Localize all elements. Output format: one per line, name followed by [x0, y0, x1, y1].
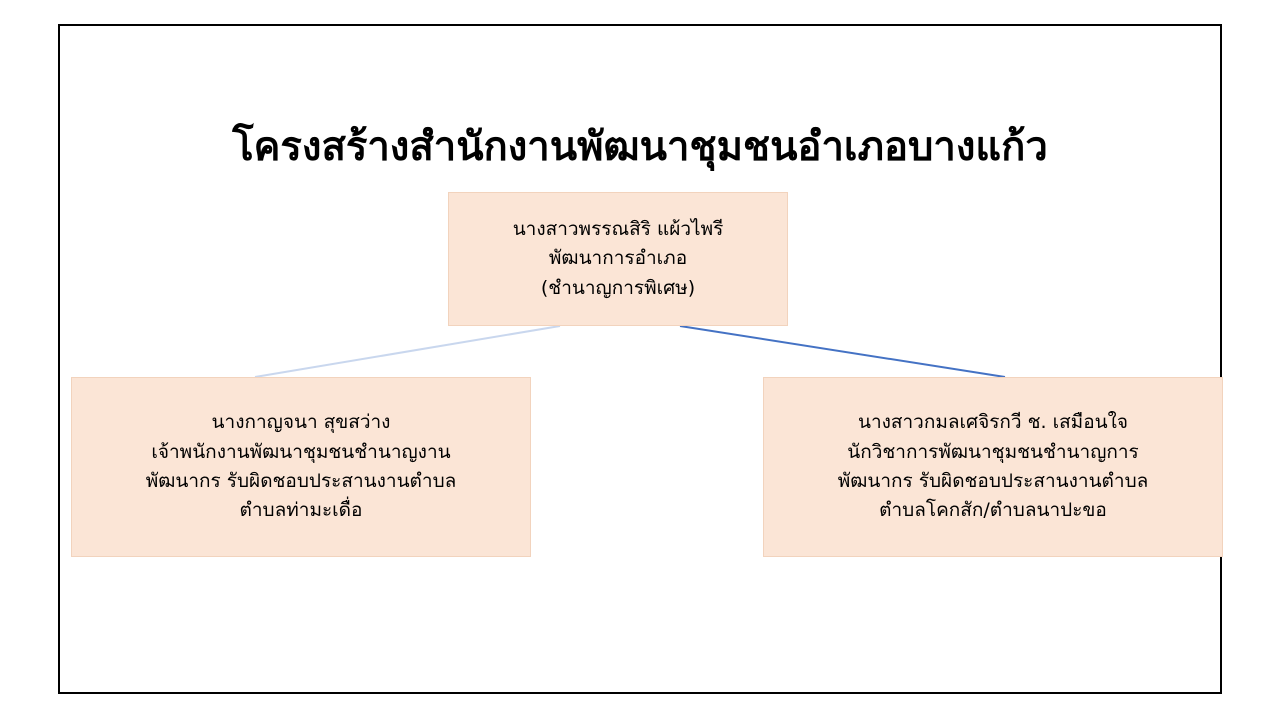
org-node-left-line-3: พัฒนากร รับผิดชอบประสานงานตำบล: [145, 470, 457, 492]
slide-frame: [58, 24, 1222, 694]
org-node-right-line-3: พัฒนากร รับผิดชอบประสานงานตำบล: [837, 470, 1149, 492]
org-node-left-line-4: ตำบลท่ามะเดื่อ: [239, 499, 363, 522]
org-node-top-line-1: นางสาวพรรณสิริ แผ้วไพรี: [512, 217, 724, 240]
org-node-left[interactable]: [71, 377, 531, 557]
org-node-right-line-4: ตำบลโคกสัก/ตำบลนาปะขอ: [879, 499, 1107, 522]
org-node-left-line-1: นางกาญจนา สุขสว่าง: [211, 411, 391, 434]
org-node-top[interactable]: [448, 192, 788, 326]
org-node-right-line-2: นักวิชาการพัฒนาชุมชนชำนาญการ: [847, 440, 1139, 463]
connector-top-to-left: [255, 326, 560, 377]
org-node-left-line-2: เจ้าพนักงานพัฒนาชุมชนชำนาญงาน: [151, 440, 451, 463]
connector-top-to-right: [680, 326, 1005, 377]
org-node-right[interactable]: [763, 377, 1223, 557]
org-node-top-line-2: พัฒนาการอำเภอ: [548, 247, 688, 270]
org-node-top-line-3: (ชำนาญการพิเศษ): [540, 276, 696, 299]
page-title: โครงสร้างสำนักงานพัฒนาชุมชนอำเภอบางแก้ว: [232, 124, 1048, 170]
org-node-right-line-1: นางสาวกมลเศจิรกวี ช. เสมือนใจ: [857, 411, 1129, 434]
